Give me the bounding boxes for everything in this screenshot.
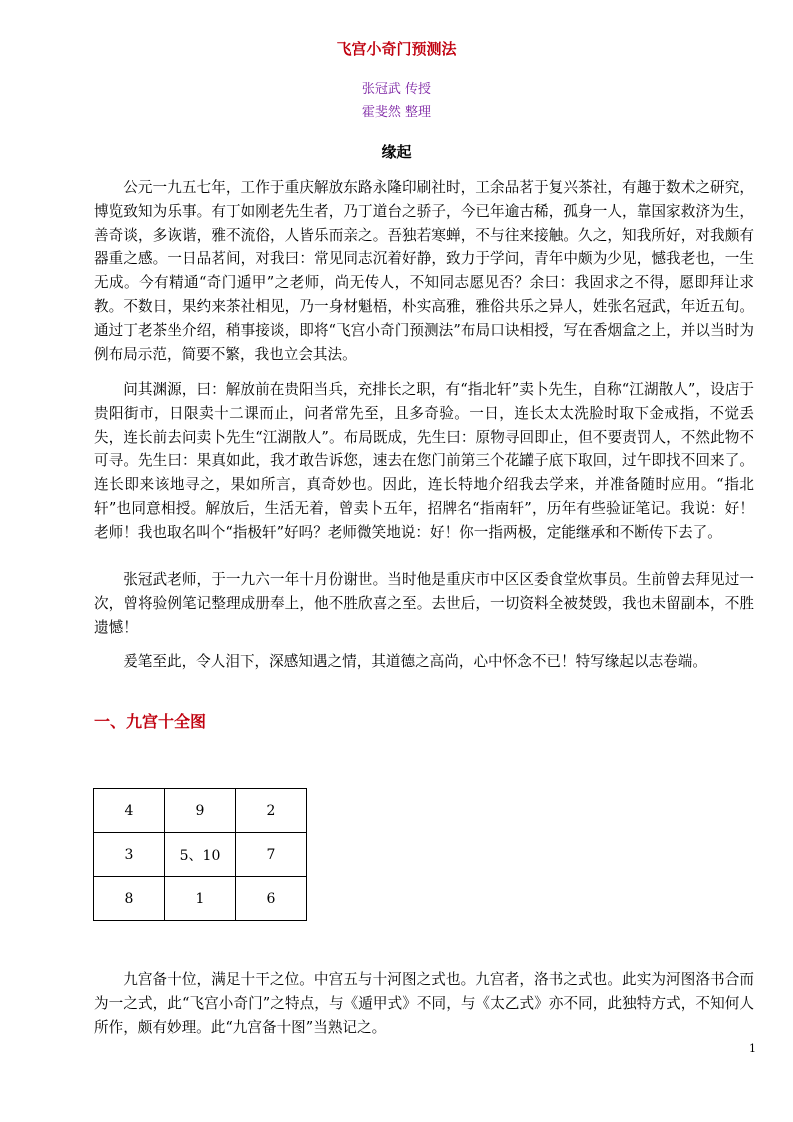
grid-row [94,789,307,833]
document-title: 飞宫小奇门预测法 [336,40,457,58]
paragraph-4: 爰笔至此，令人泪下，深感知遇之情，其道德之高尚，心中怀念不已！特写缘起以志卷端。 [123,653,707,670]
grid-cell: 6 [236,877,307,921]
grid-cell: 3 [94,833,165,877]
section-title: 缘起 [381,143,412,161]
grid-cell-center: 5、10 [165,833,236,877]
grid-cell: 9 [165,789,236,833]
grid-cell: 1 [165,877,236,921]
page-number: 1 [749,1042,756,1055]
editor-line: 霍斐然 整理 [361,105,432,120]
author-line: 张冠武 传授 [361,82,432,97]
paragraph-1: 公元一九五七年，工作于重庆解放东路永隆印刷社时，工余品茗于复兴茶社，有趣于数术之研究，博览致知为乐事。有丁如刚老先生者，乃丁道台之骄子，今已年逾古稀，孤身一人，靠国家救济为生，善奇谈，多诙谐，雅不流俗，人皆乐而亲之。吾独若寒蝉，不与往来接触。久之，知我所好，对我颇有器重之感。一日品茗间，对我曰：常见同志沉着好静，致力于学问，青年中颇为少见，憾我老也，一生无成。今有精通“奇门遁甲”之老师，尚无传人，不知同志愿见否？余曰：我固求之不得，愿即拜让求教。不数日，果约来茶社相见，乃一身材魁梧，朴实高雅，雅俗共乐之异人，姓张名冠武，年近五旬。通过丁老茶坐介绍，稍事接谈，即将“飞宫小奇门预测法”布局口诀相授，写在香烟盒之上，并以当时为例布局示范，简要不繁，我也立会其法。 [94,179,754,363]
grid-cell: 4 [94,789,165,833]
grid-row [94,833,307,877]
paragraph-2: 问其渊源，曰：解放前在贵阳当兵，充排长之职，有“指北轩”卖卜先生，自称“江湖散人”，设店于贵阳街市，日限卖十二课而止，问者常先至，且多奇验。一日，连长太太洗脸时取下金戒指，不觉丢失，连长前去问卖卜先生“江湖散人”。布局既成，先生曰：原物寻回即止，但不要责罚人，不然此物不可寻。先生曰：果真如此，我才敢告诉您，速去在您门前第三个花罐子底下取回，过午即找不回来了。连长即来该地寻之，果如所言，真奇妙也。因此，连长特地介绍我去学来，并准备随时应用。“指北轩”也同意相授。解放后，生活无着，曾卖卜五年，招牌名“指南轩”，历年有些验证笔记。我说：好！老师！我也取名叫个“指极轩”好吗？老师微笑地说：好！你一指两极，定能继承和不断传下去了。 [94,381,754,541]
grid-row [94,877,307,921]
grid-cell: 8 [94,877,165,921]
grid-cell: 7 [236,833,307,877]
closing-paragraph: 九宫备十位，满足十干之位。中宫五与十河图之式也。九宫者，洛书之式也。此实为河图洛书合而为一之式，此“飞宫小奇门”之特点，与《遁甲式》不同，与《太乙式》亦不同，此独特方式，不知何人所作，颇有妙理。此“九宫备十图”当熟记之。 [94,971,754,1036]
chapter-title: 一、九宫十全图 [94,712,207,731]
grid-cell: 2 [236,789,307,833]
nine-palace-grid [93,788,307,921]
paragraph-3: 张冠武老师，于一九六一年十月份谢世。当时他是重庆市中区区委食堂炊事员。生前曾去拜见过一次，曾将验例笔记整理成册奉上，他不胜欣喜之至。去世后，一切资料全被焚毁，我也未留副本，不胜遗憾！ [94,571,754,636]
